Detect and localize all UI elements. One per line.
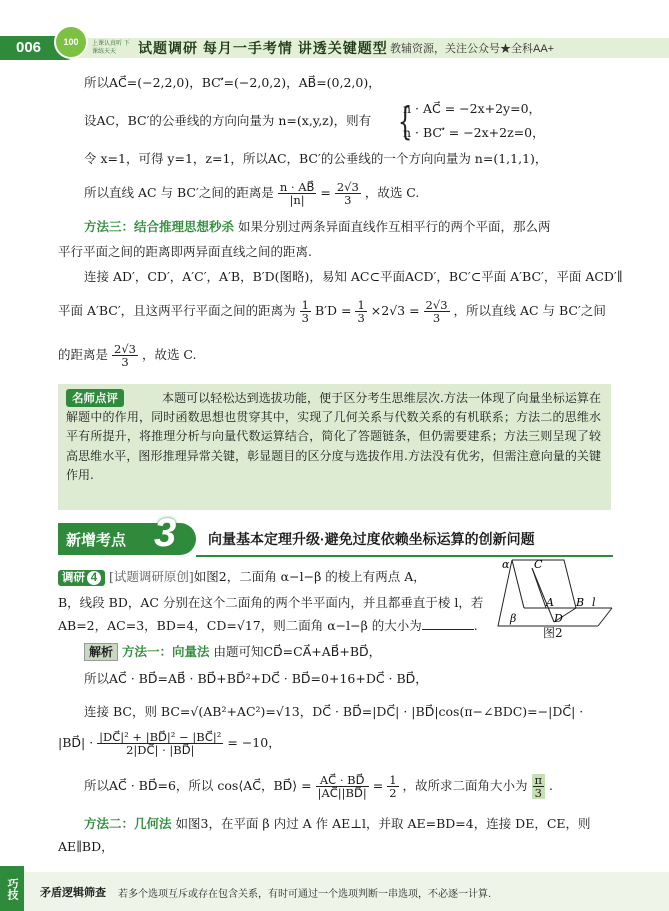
- text-segment: .: [473, 618, 478, 633]
- text-segment: 如图2，二面角 α−l−β 的棱上有两点 A，: [193, 569, 426, 584]
- solution-line: 连接 AD′，CD′，A′C′，A′B，B′D(图略)，易知 AC⊂平面ACD′，BC′⊂平面 A′BC′，平面 ACD′∥: [84, 269, 623, 284]
- equals-sign: =: [372, 778, 384, 793]
- denominator: 3: [301, 311, 309, 325]
- solution-line: 设AC，BC′的公垂线的方向向量为 n=(x,y,z)，则有: [84, 113, 372, 128]
- header-slogan: 上课认真听 下课练天天: [92, 41, 130, 55]
- text-segment: 如果分别过两条异面直线作互相平行的两个平面，那么两: [234, 219, 551, 234]
- solution-tag: 解析: [84, 643, 118, 661]
- text-segment: ，故所求二面角大小为: [402, 778, 528, 793]
- text-segment: AB=2，AC=3，BD=4，CD=√17，则二面角 α−l−β 的大小为: [58, 618, 422, 633]
- label-alpha: α: [502, 558, 510, 571]
- label-a: A: [546, 596, 554, 609]
- text-segment: 所以直线 AC 与 BC′之间的距离是: [84, 185, 274, 200]
- numerator: 1: [357, 298, 365, 312]
- plane-beta-edge: [598, 608, 612, 626]
- text-segment: = −10，: [227, 735, 281, 750]
- denominator: |n|: [289, 193, 305, 207]
- method-two-tag: 方法二：几何法: [84, 817, 172, 831]
- numerator: AC⃗ · BD⃗: [316, 774, 369, 787]
- fraction: [278, 181, 317, 206]
- problem-tag-label: 调研: [62, 572, 85, 584]
- solution-line: 所以AC⃗ · BD⃗=AB⃗ · BD⃗+BD⃗²+DC⃗ · BD⃗=0+16+DC⃗ · BD⃗，: [84, 671, 428, 686]
- text-segment: ，故选 C.: [141, 347, 197, 362]
- answer-fraction: [532, 774, 546, 799]
- fraction: [387, 774, 398, 799]
- system-brace: {: [397, 99, 413, 143]
- section-header: [58, 511, 613, 559]
- method-three-tag: 方法三：结合推理思想秒杀: [84, 220, 235, 234]
- text-segment: ，所以直线 AC 与 BC′之间: [453, 303, 606, 318]
- denominator: 2: [389, 786, 397, 800]
- text-segment: .: [549, 778, 554, 793]
- section-title: 向量基本定理升级·避免过度依赖坐标运算的创新问题: [208, 531, 535, 547]
- solution-line: [84, 178, 419, 208]
- denominator: 3: [344, 193, 352, 207]
- numerator: 2√3: [114, 342, 136, 356]
- label-b: B: [576, 596, 585, 609]
- method-three-line: [84, 218, 551, 236]
- solution-line: [84, 771, 553, 801]
- text-segment: 如图3，在平面 β 内过 A 作 AE⊥l，并取 AE=BD=4，连接 DE，CE，则: [171, 816, 591, 831]
- solution-line: 令 x=1，可得 y=1，z=1，所以AC，BC′的公垂线的一个方向向量为 n=(1,1,1)，: [84, 151, 548, 166]
- section-number: 3: [154, 511, 177, 555]
- fraction: [97, 731, 223, 756]
- fraction: [112, 343, 138, 368]
- solution-line: [84, 643, 381, 661]
- numerator: 2√3: [425, 298, 448, 312]
- denominator: 3: [121, 355, 129, 369]
- text-segment: |BD⃗| ·: [58, 735, 94, 750]
- numerator: 2√3: [336, 180, 359, 194]
- solution-line: 连接 BC，则 BC=√(AB²+AC²)=√13，DC⃗ · BD⃗=|DC⃗| · |BD⃗|cos(π−∠BDC)=−|DC⃗| ·: [84, 704, 584, 719]
- numerator: 1: [389, 773, 397, 787]
- label-l: l: [592, 596, 596, 609]
- solution-line: 平行平面之间的距离即两异面直线之间的距离.: [58, 244, 312, 259]
- footer-text: 若多个选项互斥或存在包含关系，有时可通过一个选项判断一串选项，不必逐一计算.: [118, 889, 492, 900]
- denominator: 3: [357, 311, 365, 325]
- problem-tag: [58, 570, 105, 586]
- denominator: 3: [534, 786, 542, 800]
- page-header: [0, 0, 669, 66]
- text-segment: ，故选 C.: [364, 185, 420, 200]
- footer-title: 矛盾逻辑筛查: [40, 887, 106, 899]
- solution-line: [58, 340, 197, 370]
- fraction: [424, 299, 450, 324]
- figure-caption: 图2: [543, 626, 563, 640]
- section-label: 新增考点: [66, 532, 127, 549]
- problem-number: 4: [87, 571, 101, 585]
- page-number: 006: [0, 36, 78, 60]
- text-segment: 的距离是: [58, 347, 109, 362]
- answer-blank: [422, 617, 474, 630]
- label-beta: β: [510, 612, 517, 625]
- solution-line: [58, 728, 281, 758]
- fraction: [300, 299, 311, 324]
- method-two-line: [84, 815, 591, 833]
- label-c: C: [534, 558, 543, 571]
- header-title: 试题调研 每月一手考情 讲透关键题型: [138, 40, 388, 56]
- equation-line: n · AC⃗ = −2x+2y=0，: [403, 101, 542, 116]
- brand-badge: 100: [54, 25, 88, 59]
- expert-comment-tag: 名师点评: [66, 389, 124, 407]
- equation-line: n · BC′⃗ = −2x+2z=0，: [403, 125, 545, 140]
- segment-cd: [532, 568, 554, 622]
- text-segment: 平面 A′BC′，且这两平行平面之间的距离为: [58, 303, 296, 318]
- header-right-text: 教辅资源，关注公众号★全科AA+: [390, 43, 555, 55]
- expert-comment-text: 本题可以轻松达到选拔功能，便于区分考生思维层次.方法一体现了向量坐标运算在解题中的作用，同时函数思想也贯穿其中，实现了几何关系与代数关系的有机联系；方法二的思维水平有所提升，将推理分析与向量代数运算结合，简化了答题链条，但仍需要建系；方法三则呈现了较高思维水平，图形推理异常关键，彰显题目的区分度与选拔作用.方法没有优劣，但需注意向量的关键作用.: [66, 391, 601, 482]
- text-segment: ×2√3 =: [370, 303, 420, 318]
- solution-line: [58, 296, 606, 326]
- text-segment: B′D =: [314, 303, 352, 318]
- fraction: [355, 299, 366, 324]
- denominator: |AC⃗||BD⃗|: [317, 786, 367, 800]
- text-segment: 由题可知CD⃗=CA⃗+AB⃗+BD⃗，: [209, 644, 382, 659]
- label-d: D: [554, 612, 563, 625]
- numerator: n · AB⃗: [279, 180, 315, 194]
- fraction: [316, 774, 369, 799]
- denominator: 3: [432, 311, 441, 325]
- fraction: [335, 181, 361, 206]
- problem-source: [试题调研原创]: [108, 569, 194, 584]
- numerator: π: [534, 773, 543, 787]
- numerator: |DC⃗|² + |BD⃗|² − |BC⃗|²: [99, 730, 222, 744]
- problem-line: [58, 568, 426, 586]
- numerator: 1: [301, 298, 309, 312]
- method-one-tag: 方法一：向量法: [122, 645, 210, 659]
- solution-line: 所以AC⃗=(−2,2,0)，BC′⃗=(−2,0,2)，AB⃗=(0,2,0)，: [84, 75, 381, 90]
- problem-line: [58, 617, 478, 635]
- problem-line: B，线段 BD，AC 分别在这个二面角的两个半平面内，并且都垂直于棱 l，若: [58, 595, 484, 610]
- footer-side-tab: 巧技: [0, 866, 24, 911]
- equals-sign: =: [320, 185, 331, 200]
- solution-line: AE∥BD，: [58, 839, 114, 854]
- ridge-line: [512, 560, 524, 608]
- text-segment: 所以AC⃗ · BD⃗=6，所以 cos⟨AC⃗，BD⃗⟩ =: [84, 778, 312, 793]
- denominator: 2|DC⃗| · |BD⃗|: [126, 743, 195, 757]
